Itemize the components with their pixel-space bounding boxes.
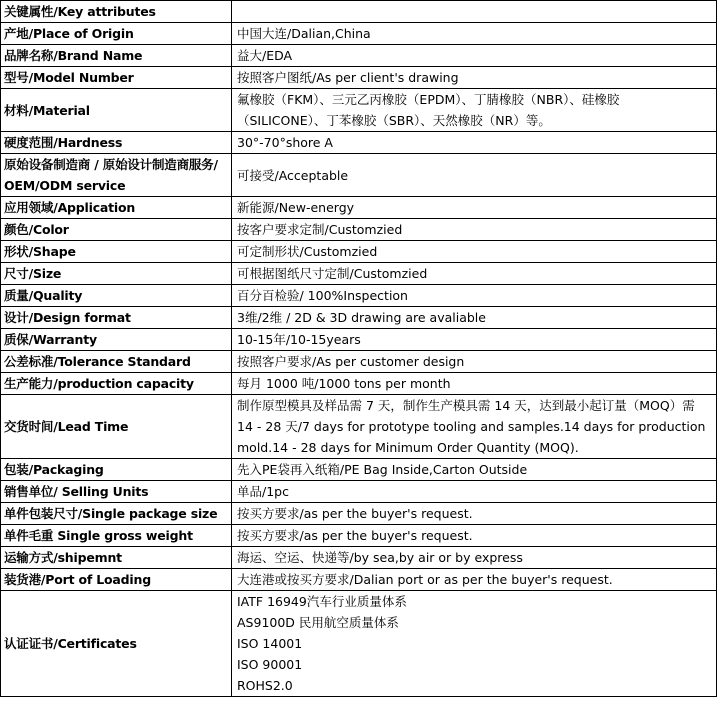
table-row <box>1 219 717 241</box>
attribute-value: 按照客户要求/As per customer design <box>232 351 717 373</box>
value-line: 14 - 28 天/7 days for prototype tooling and samples.14 days for production <box>237 419 706 434</box>
attribute-key: 尺寸/Size <box>1 263 232 285</box>
table-row <box>1 459 717 481</box>
attribute-value: 按买方要求/as per the buyer's request. <box>232 503 717 525</box>
attribute-key: 硬度范围/Hardness <box>1 132 232 154</box>
attribute-value: 10-15年/10-15years <box>232 329 717 351</box>
certificate-item: AS9100D 民用航空质量体系 <box>237 615 399 630</box>
attribute-key: 品牌名称/Brand Name <box>1 45 232 67</box>
table-row <box>1 241 717 263</box>
attribute-key: 包装/Packaging <box>1 459 232 481</box>
table-row <box>1 373 717 395</box>
attribute-value: 按照客户图纸/As per client's drawing <box>232 67 717 89</box>
certificate-item: IATF 16949汽车行业质量体系 <box>237 594 407 609</box>
table-row <box>1 132 717 154</box>
key-line: OEM/ODM service <box>4 178 126 193</box>
table-row <box>1 67 717 89</box>
table-row <box>1 45 717 67</box>
table-row <box>1 89 717 132</box>
attribute-key: 销售单位/ Selling Units <box>1 481 232 503</box>
attribute-header-value <box>232 1 717 23</box>
certificate-item: ISO 90001 <box>237 657 303 672</box>
attribute-value: 单品/1pc <box>232 481 717 503</box>
table-row <box>1 263 717 285</box>
attribute-key: 应用领域/Application <box>1 197 232 219</box>
table-row <box>1 351 717 373</box>
attribute-value: 百分百检验/ 100%Inspection <box>232 285 717 307</box>
attribute-key: 公差标准/Tolerance Standard <box>1 351 232 373</box>
table-row <box>1 154 717 197</box>
attribute-key: 生产能力/production capacity <box>1 373 232 395</box>
attribute-value: 先入PE袋再入纸箱/PE Bag Inside,Carton Outside <box>232 459 717 481</box>
attribute-value: 中国大连/Dalian,China <box>232 23 717 45</box>
value-line: mold.14 - 28 days for Minimum Order Quantity (MOQ). <box>237 440 579 455</box>
table-row <box>1 503 717 525</box>
attribute-value: 海运、空运、快递等/by sea,by air or by express <box>232 547 717 569</box>
attribute-key: 设计/Design format <box>1 307 232 329</box>
attribute-header: 关键属性/Key attributes <box>1 1 232 23</box>
certificate-item: ROHS2.0 <box>237 678 293 693</box>
table-row <box>1 329 717 351</box>
certificate-item: ISO 14001 <box>237 636 303 651</box>
attribute-value: 按客户要求定制/Customzied <box>232 219 717 241</box>
attribute-key: 颜色/Color <box>1 219 232 241</box>
table-row <box>1 197 717 219</box>
table-row <box>1 569 717 591</box>
attribute-value: 可根据图纸尺寸定制/Customzied <box>232 263 717 285</box>
table-row <box>1 23 717 45</box>
attribute-key: 认证证书/Certificates <box>1 591 232 697</box>
table-row <box>1 547 717 569</box>
attribute-key: 单件包装尺寸/Single package size <box>1 503 232 525</box>
table-row <box>1 285 717 307</box>
attribute-key: 交货时间/Lead Time <box>1 395 232 459</box>
attribute-value: 30°-70°shore A <box>232 132 717 154</box>
table-row <box>1 591 717 697</box>
attribute-key: 装货港/Port of Loading <box>1 569 232 591</box>
value-line: 制作原型模具及样品需 7 天，制作生产模具需 14 天，达到最小起订量（MOQ）需 <box>237 398 695 413</box>
attribute-key: 型号/Model Number <box>1 67 232 89</box>
attribute-value: 益大/EDA <box>232 45 717 67</box>
attribute-value <box>232 395 717 459</box>
attribute-value: 按买方要求/as per the buyer's request. <box>232 525 717 547</box>
attribute-value: 可定制形状/Customzied <box>232 241 717 263</box>
attribute-value <box>232 591 717 697</box>
attribute-key: 形状/Shape <box>1 241 232 263</box>
attribute-key: 产地/Place of Origin <box>1 23 232 45</box>
table-row <box>1 1 717 23</box>
table-row <box>1 307 717 329</box>
attribute-key: 运输方式/shipemnt <box>1 547 232 569</box>
attribute-key: 质量/Quality <box>1 285 232 307</box>
table-row <box>1 525 717 547</box>
key-line: 原始设备制造商 / 原始设计制造商服务/ <box>4 157 218 172</box>
table-row <box>1 481 717 503</box>
attribute-value: 每月 1000 吨/1000 tons per month <box>232 373 717 395</box>
attribute-value: 新能源/New-energy <box>232 197 717 219</box>
attribute-value <box>232 89 717 132</box>
attribute-value: 3维/2维 / 2D & 3D drawing are avaliable <box>232 307 717 329</box>
value-line: （SILICONE）、丁苯橡胶（SBR）、天然橡胶（NR）等。 <box>237 113 551 128</box>
attribute-key: 单件毛重 Single gross weight <box>1 525 232 547</box>
attribute-value: 大连港或按买方要求/Dalian port or as per the buyer's request. <box>232 569 717 591</box>
attribute-key <box>1 154 232 197</box>
value-line: 氟橡胶（FKM）、三元乙丙橡胶（EPDM）、丁腈橡胶（NBR）、硅橡胶 <box>237 92 620 107</box>
attribute-value: 可接受/Acceptable <box>232 154 717 197</box>
attribute-key: 材料/Material <box>1 89 232 132</box>
attribute-key: 质保/Warranty <box>1 329 232 351</box>
table-row <box>1 395 717 459</box>
